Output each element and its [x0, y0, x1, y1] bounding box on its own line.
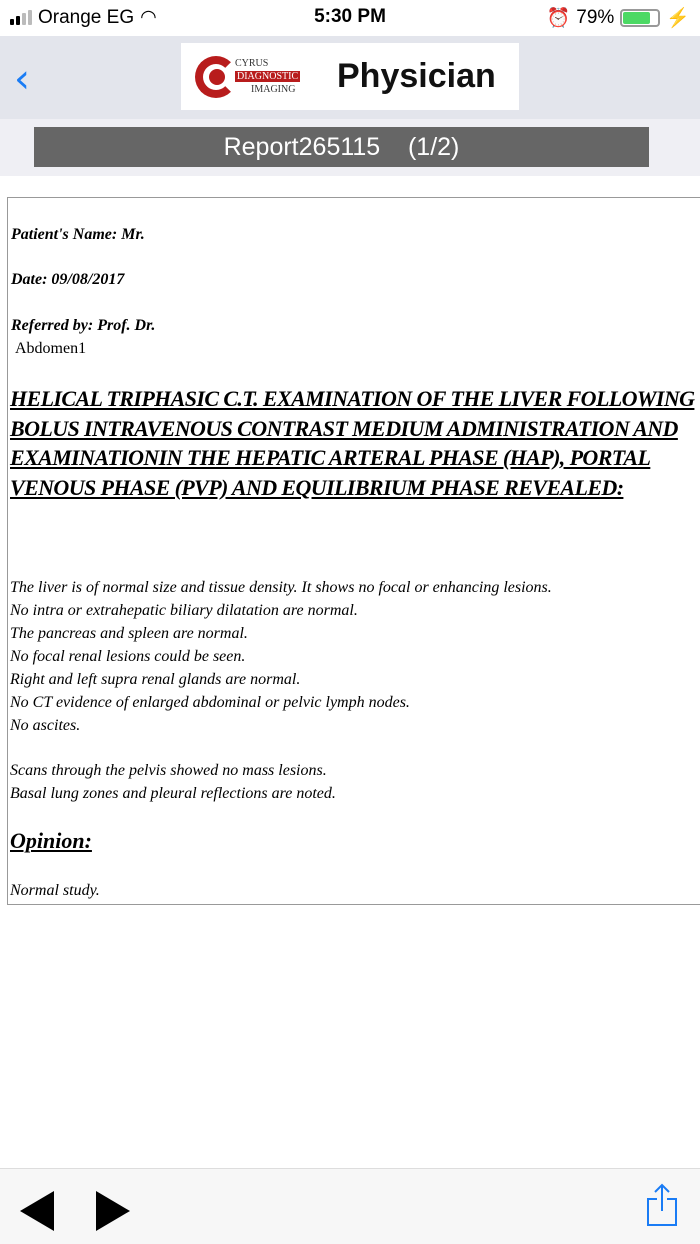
app-title: Physician: [337, 57, 496, 95]
clock: 5:30 PM: [314, 6, 386, 27]
findings-extra: [10, 759, 336, 805]
report-header: [0, 119, 700, 176]
finding-line: Right and left supra renal glands are normal.: [10, 671, 301, 688]
exam-type: Abdomen1: [15, 340, 87, 357]
next-page-button[interactable]: [96, 1191, 130, 1231]
finding-line: The pancreas and spleen are normal.: [10, 625, 248, 642]
report-document: [7, 197, 700, 905]
report-title: Report265115 (1/2): [34, 127, 649, 167]
finding-line: No ascites.: [10, 717, 81, 734]
logo-line: IMAGING: [251, 83, 296, 95]
finding-line: Basal lung zones and pleural reflections are noted.: [10, 785, 336, 802]
charging-icon: ⚡: [666, 8, 690, 29]
opinion-heading: Opinion:: [10, 828, 92, 853]
status-bar: [0, 0, 700, 36]
report-date: Date: 09/08/2017: [11, 271, 125, 288]
opinion-text: Normal study.: [10, 882, 100, 899]
referred-by: Referred by: Prof. Dr.: [11, 317, 156, 334]
patient-name: Patient's Name: Mr.: [11, 226, 145, 243]
logo-line: DIAGNOSTIC: [237, 70, 299, 82]
share-icon[interactable]: [646, 1183, 678, 1227]
logo-line: CYRUS: [235, 57, 269, 69]
finding-line: Scans through the pelvis showed no mass lesions.: [10, 762, 327, 779]
back-button[interactable]: ‹: [14, 56, 30, 102]
carrier: Orange EG: [38, 6, 135, 28]
finding-line: No focal renal lesions could be seen.: [10, 648, 246, 665]
battery-percent: 79%: [576, 7, 615, 28]
finding-line: The liver is of normal size and tissue density. It shows no focal or enhancing lesions.: [10, 579, 552, 596]
nav-bar: [0, 36, 700, 119]
logo: [181, 43, 519, 110]
finding-line: No intra or extrahepatic biliary dilatation are normal.: [10, 602, 358, 619]
alarm-icon: ⏰: [546, 8, 571, 29]
wifi-icon: ◠: [140, 7, 157, 28]
report-heading: HELICAL TRIPHASIC C.T. EXAMINATION OF THE LIVER FOLLOWING BOLUS INTRAVENOUS CONTRAST MEDIUM ADMINISTRATION AND EXAMINATIONIN THE HEPATIC ARTERAL PHASE (HAP), PORTAL VENOUS PHASE (PVP) AND EQUILIBRIUM PHASE REVEALED:: [10, 386, 695, 500]
finding-line: No CT evidence of enlarged abdominal or pelvic lymph nodes.: [10, 694, 410, 711]
findings: [10, 576, 552, 737]
bottom-toolbar: [0, 1168, 700, 1244]
battery-icon: [620, 9, 660, 27]
previous-page-button[interactable]: [20, 1191, 54, 1231]
cyrus-logo-icon: [191, 52, 321, 102]
